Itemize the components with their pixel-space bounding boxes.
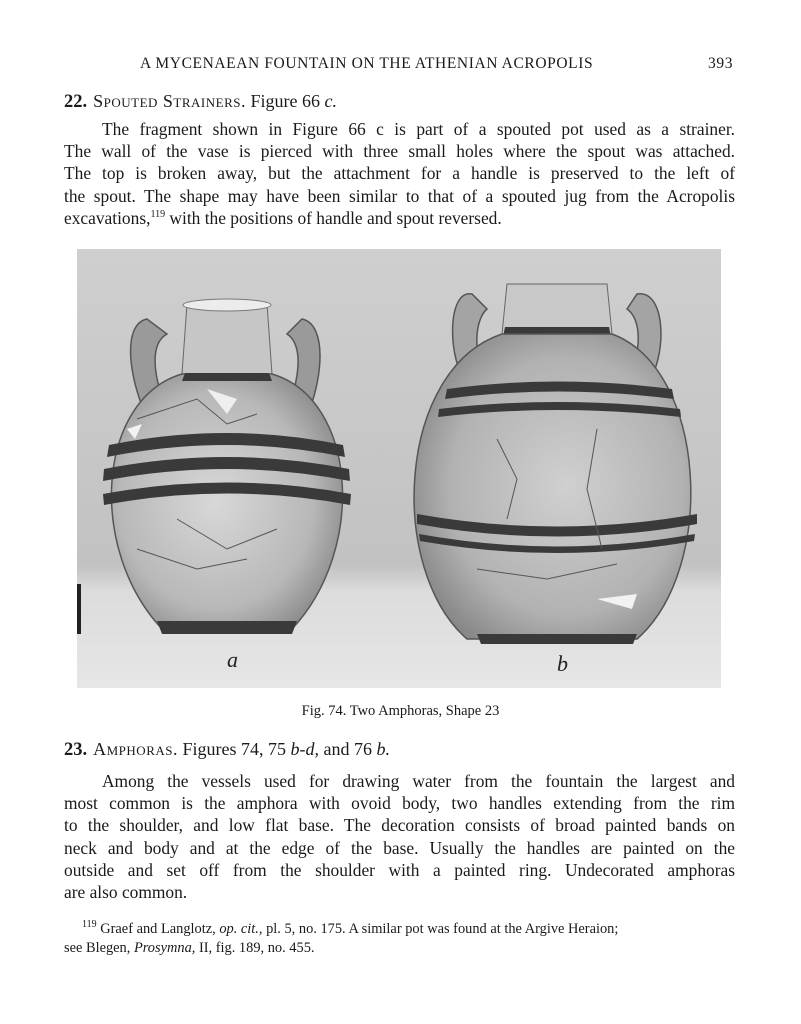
section-22-number: 22. [64,92,88,112]
section-23-line: are also common. [64,882,188,903]
footnote [64,920,735,958]
scale-bar [77,584,81,634]
section-23-figure-ref-end-italic: b. [376,739,390,759]
amphora-b [414,284,697,644]
section-23-number: 23. [64,740,88,760]
figure-caption: Fig. 74. Two Amphoras, Shape 23 [301,703,500,719]
section-22-name: Spouted Strainers. [93,91,246,111]
section-23-line: outside and set off from the shoulder with a painted ring. Undecorated amphoras [64,859,735,880]
section-23-figure-ref-italic: b-d, [290,739,319,759]
footnote-text: pl. 5, no. 175. A similar pot was found at the Argive Heraion; [262,921,619,937]
section-23-line: neck and body and at the edge of the base. Usually the handles are painted on the [64,837,735,858]
section-22-figure-ref: Figure 66 [250,91,320,111]
section-23-line: Among the vessels used for drawing water from the fountain the largest and [102,771,735,791]
page-number: 393 [708,55,734,72]
section-23-figure-ref-end: and 76 [323,739,372,759]
footnote-line [64,920,735,939]
section-22-line: The wall of the vase is pierced with three small holes where the spout was attached. [64,141,735,162]
section-23-name: Amphoras. [93,739,178,759]
figure-label-b: b [557,651,568,676]
footnote-italic: op. cit., [219,921,263,937]
footnote-text: see Blegen, [64,940,131,956]
running-head [0,52,801,76]
section-22-text: with the positions of handle and spout reversed. [165,207,502,228]
amphora-a [103,299,351,634]
section-23-line: most common is the amphora with ovoid body, two handles extending from the rim [64,793,735,814]
footnote-text: II, fig. 189, no. 455. [195,940,315,956]
section-23-paragraph [64,770,735,903]
footnote-text: Graef and Langlotz, [96,921,216,937]
section-22-paragraph [64,118,735,229]
footnote-line [64,939,735,958]
footnote-italic: Prosymna, [133,940,196,956]
section-22-line: The top is broken away, but the attachment for a handle is preserved to the left of [64,163,735,184]
figure-label-a: a [227,647,238,672]
footnote-marker: 119 [150,209,166,221]
section-22-line: the spout. The shape may have been similar to that of a spouted jug from the Acropolis [64,185,735,206]
running-head-title: A MYCENAEAN FOUNTAIN ON THE ATHENIAN ACROPOLIS [140,55,594,72]
section-23-heading [64,739,390,761]
section-22-heading [64,91,337,113]
section-22-text: excavations, [64,207,151,228]
figure-74-photograph [77,249,721,688]
section-22-line: The fragment shown in Figure 66 c is part of a spouted pot used as a strainer. [102,119,735,139]
section-22-figure-letter: c. [324,91,337,111]
section-22-line [64,207,735,229]
footnote-number: 119 [82,919,97,931]
section-23-line: to the shoulder, and low flat base. The decoration consists of broad painted bands on [64,815,735,836]
section-23-figure-ref: Figures 74, 75 [182,739,286,759]
